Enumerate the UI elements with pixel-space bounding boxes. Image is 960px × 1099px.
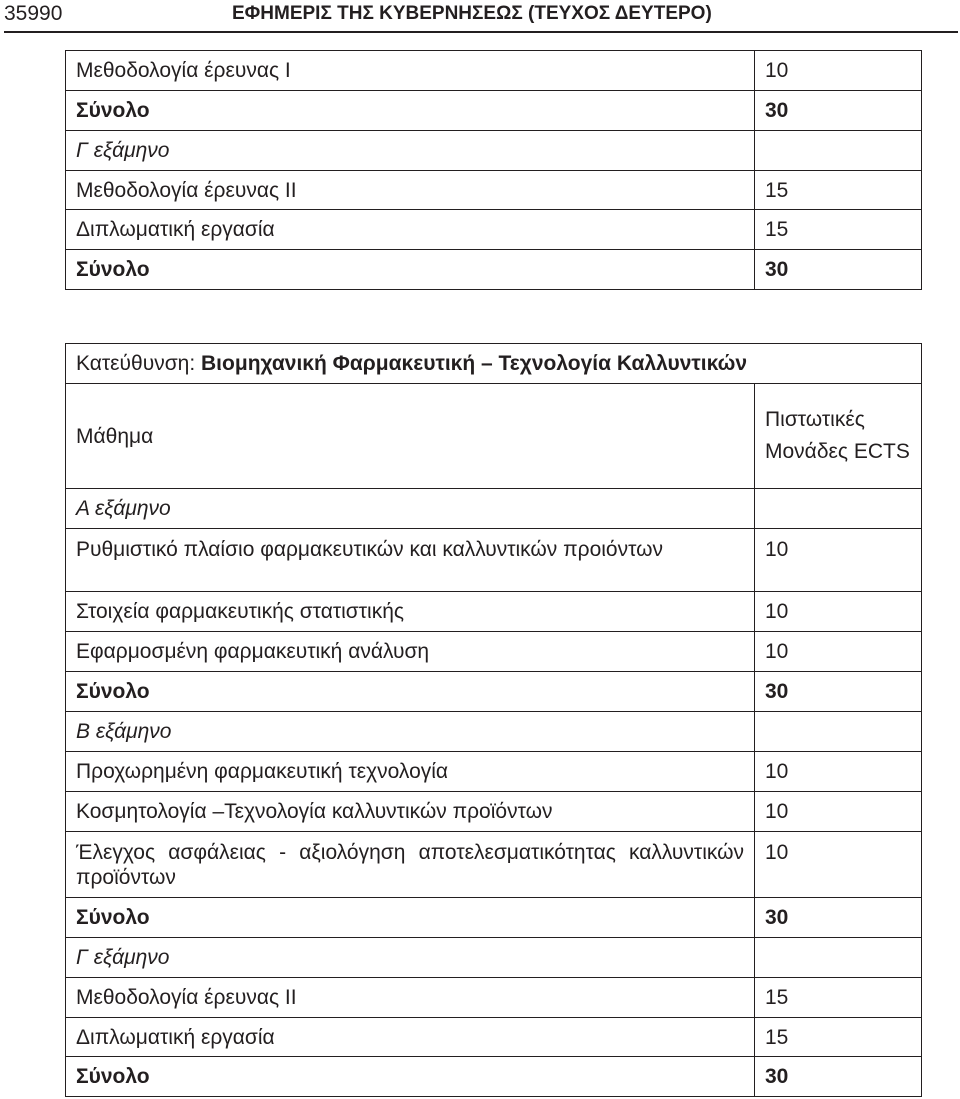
course-cell: Κοσμητολογία –Τεχνολογία καλλυντικών προϊόντων	[66, 792, 755, 832]
total-ects-cell: 30	[755, 898, 922, 938]
ects-cell	[755, 131, 922, 171]
course-cell: Ρυθμιστικό πλαίσιο φαρμακευτικών και καλλυντικών προιόντων	[66, 529, 755, 592]
total-label-cell: Σύνολο	[66, 250, 755, 290]
semester-row	[66, 938, 922, 978]
ects-cell	[755, 938, 922, 978]
semester-label-cell: Γ εξάμηνο	[66, 938, 755, 978]
table-row	[66, 529, 922, 592]
table-row	[66, 792, 922, 832]
course-cell: Έλεγχος ασφάλειας - αξιολόγηση αποτελεσματικότητας καλλυντικών προϊόντων	[66, 832, 755, 898]
table-row	[66, 898, 922, 938]
ects-cell: 10	[755, 632, 922, 672]
total-label-cell: Σύνολο	[66, 898, 755, 938]
course-cell: Εφαρμοσμένη φαρμακευτική ανάλυση	[66, 632, 755, 672]
total-ects-cell: 30	[755, 250, 922, 290]
table-row	[66, 1018, 922, 1057]
page-header	[0, 0, 960, 32]
ects-table-continued	[65, 50, 922, 290]
table-row	[66, 1057, 922, 1097]
ects-cell: 15	[755, 210, 922, 250]
ects-cell: 15	[755, 1018, 922, 1057]
ects-cell: 10	[755, 792, 922, 832]
total-ects-cell: 30	[755, 1057, 922, 1097]
total-ects-cell: 30	[755, 672, 922, 712]
semester-label-cell: Β εξάμηνο	[66, 712, 755, 752]
direction-row	[66, 344, 922, 384]
table-row	[66, 91, 922, 131]
course-cell: Μεθοδολογία έρευνας Ι	[66, 51, 755, 91]
table-row	[66, 632, 922, 672]
table-row	[66, 978, 922, 1018]
ects-cell: 15	[755, 978, 922, 1018]
total-label-cell: Σύνολο	[66, 1057, 755, 1097]
direction-name: Βιομηχανική Φαρμακευτική – Τεχνολογία Καλλυντικών	[201, 352, 748, 375]
table-row	[66, 210, 922, 250]
ects-cell: 15	[755, 171, 922, 210]
ects-cell: 10	[755, 832, 922, 898]
semester-label-cell: Γ εξάμηνο	[66, 131, 755, 171]
table-row	[66, 51, 922, 91]
ects-cell: 10	[755, 592, 922, 632]
course-cell: Προχωρημένη φαρμακευτική τεχνολογία	[66, 752, 755, 792]
gazette-title: ΕΦΗΜΕΡΙΣ ΤΗΣ ΚΥΒΕΡΝΗΣΕΩΣ (ΤΕΥΧΟΣ ΔΕΥΤΕΡΟ)	[232, 3, 712, 24]
course-cell: Στοιχεία φαρμακευτικής στατιστικής	[66, 592, 755, 632]
course-cell: Μεθοδολογία έρευνας ΙΙ	[66, 978, 755, 1018]
table-row	[66, 171, 922, 210]
direction-label: Κατεύθυνση:	[76, 352, 196, 375]
ects-cell: 10	[755, 752, 922, 792]
table-row	[66, 832, 922, 898]
table-row	[66, 752, 922, 792]
course-cell: Διπλωματική εργασία	[66, 210, 755, 250]
header-rule	[4, 31, 958, 33]
ects-table-direction	[65, 343, 922, 1097]
ects-cell: 10	[755, 529, 922, 592]
column-header-ects: Πιστωτικές Μονάδες ECTS	[755, 384, 922, 489]
semester-row	[66, 131, 922, 171]
table-row	[66, 250, 922, 290]
table-row	[66, 672, 922, 712]
table-row	[66, 592, 922, 632]
ects-cell	[755, 489, 922, 529]
semester-row	[66, 712, 922, 752]
direction-cell	[66, 344, 922, 384]
column-header-row	[66, 384, 922, 489]
semester-label-cell: Α εξάμηνο	[66, 489, 755, 529]
total-ects-cell: 30	[755, 91, 922, 131]
total-label-cell: Σύνολο	[66, 91, 755, 131]
semester-row	[66, 489, 922, 529]
total-label-cell: Σύνολο	[66, 672, 755, 712]
column-header-course: Μάθημα	[66, 384, 755, 489]
page-number: 35990	[4, 2, 63, 25]
course-cell: Διπλωματική εργασία	[66, 1018, 755, 1057]
ects-cell	[755, 712, 922, 752]
ects-cell: 10	[755, 51, 922, 91]
course-cell: Μεθοδολογία έρευνας ΙΙ	[66, 171, 755, 210]
